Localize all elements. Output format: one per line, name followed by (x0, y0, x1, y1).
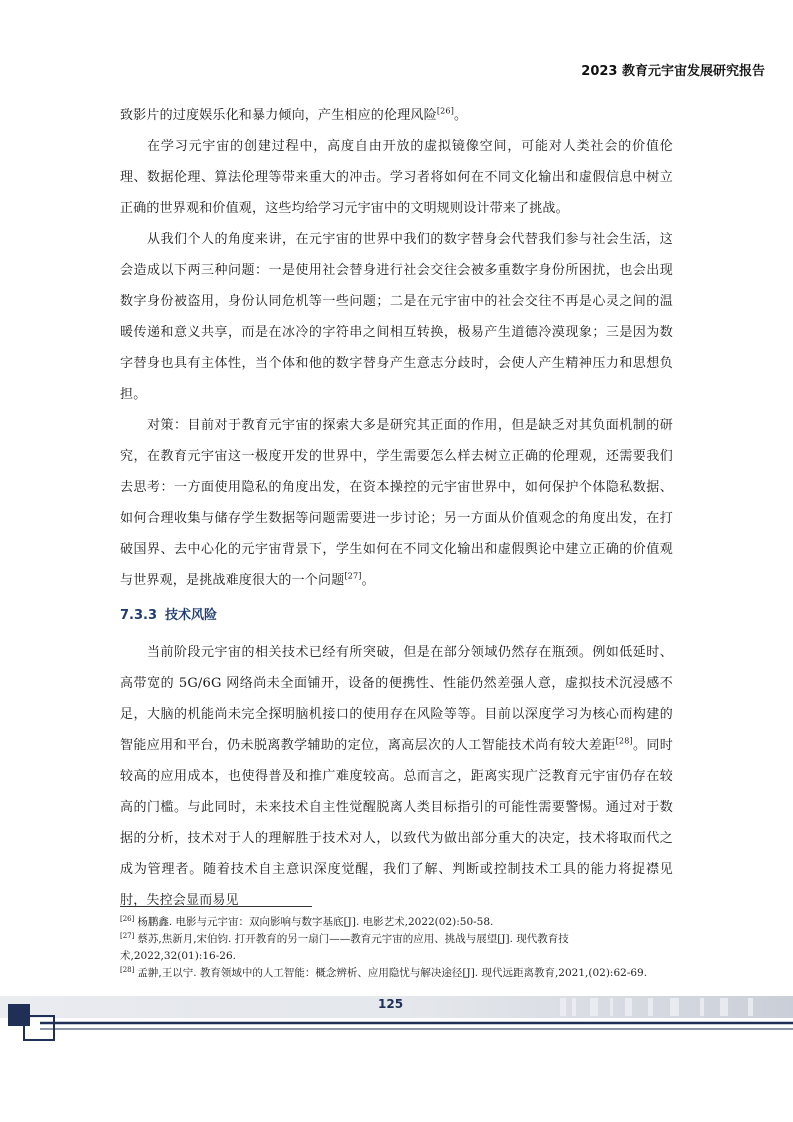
report-header-title: 2023 教育元宇宙发展研究报告 (581, 64, 765, 79)
footnotes (120, 914, 660, 982)
body-text (120, 100, 673, 916)
citation-ref[interactable]: [26] (436, 106, 455, 116)
paragraph: 对策：目前对于教育元宇宙的探索大多是研究其正面的作用，但是缺乏对其负面机制的研究，在教育元宇宙这一极度开发的世界中，学生需要怎么样去树立正确的伦理观，还需要我们去思考：一方面使用隐私的角度出发，在资本操控的元宇宙世界中，如何保护个体隐私数据、如何合理收集与储存学生数据等问题需要进一步讨论；另一方面从价值观念的角度出发，在打破国界、去中心化的元宇宙背景下，学生如何在不同文化输出和虚假舆论中建立正确的价值观与世界观，是挑战难度很大的一个问题[27]。 (120, 418, 673, 588)
section-number: 7.3.3 (120, 608, 158, 623)
footnote-mark: [28] (120, 965, 135, 974)
paragraph: 在学习元宇宙的创建过程中，高度自由开放的虚拟镜像空间，可能对人类社会的价值伦理、数据伦理、算法伦理等带来重大的冲击。学习者将如何在不同文化输出和虚假信息中树立正确的世界观和价值观，这些均给学习元宇宙中的文明规则设计带来了挑战。 (120, 139, 673, 216)
footnote-item: [27] 蔡苏,焦新月,宋伯钧. 打开教育的另一扇门——教育元宇宙的应用、挑战与展望[J]. 现代教育技术,2022,32(01):16-26. (120, 931, 569, 962)
footnote-item: [28] 孟翀,王以宁. 教育领域中的人工智能：概念辨析、应用隐忧与解决途径[J]. 现代远距离教育,2021,(02):62-69. (120, 965, 648, 979)
footnote-divider (120, 906, 312, 907)
footnote-item: [26] 杨鹏鑫. 电影与元宇宙：双向影响与数字基底[J]. 电影艺术,2022(02):50-58. (120, 914, 494, 928)
section-heading (120, 605, 673, 627)
citation-ref[interactable]: [27] (344, 571, 362, 581)
paragraph: 从我们个人的角度来讲，在元宇宙的世界中我们的数字替身会代替我们参与社会生活，这会造成以下两三种问题：一是使用社会替身进行社会交往会被多重数字身份所困扰，也会出现数字身份被盗用，身份认同危机等一些问题；二是在元宇宙中的社会交往不再是心灵之间的温暖传递和意义共享，而是在冰冷的字符串之间相互转换，极易产生道德冷漠现象；三是因为数字替身也具有主体性，当个体和他的数字替身产生意志分歧时，会使人产生精神压力和思想负担。 (120, 232, 673, 402)
footnote-mark: [26] (120, 914, 135, 923)
paragraph: 致影片的过度娱乐化和暴力倾向，产生相应的伦理风险[26]。 (120, 106, 468, 123)
footnote-mark: [27] (120, 931, 135, 940)
citation-ref[interactable]: [28] (615, 736, 633, 746)
section-title: 技术风险 (165, 608, 218, 623)
paragraph: 当前阶段元宇宙的相关技术已经有所突破，但是在部分领域仍然存在瓶颈。例如低延时、高带宽的 5G/6G 网络尚未全面铺开，设备的便携性、性能仍然差强人意，虚拟技术沉浸感不足，大脑的机能尚未完全探明脑机接口的使用存在风险等等。目前以深度学习为核心而构建的智能应用和平台，仍未脱离教学辅助的定位，离高层次的人工智能技术尚有较大差距[28]。同时较高的应用成本，也使得普及和推广难度较高。总而言之，距离实现广泛教育元宇宙仍存在较高的门槛。与此同时，未来技术自主性觉醒脱离人类目标指引的可能性需要警惕。通过对于数据的分析，技术对于人的理解胜于技术对人，以致代为做出部分重大的决定，技术将取而代之成为管理者。随着技术自主意识深度觉醒，我们了解、判断或控制技术工具的能力将捉襟见肘，失控会显而易见 (120, 645, 673, 908)
page-number: 125 (378, 997, 404, 1011)
